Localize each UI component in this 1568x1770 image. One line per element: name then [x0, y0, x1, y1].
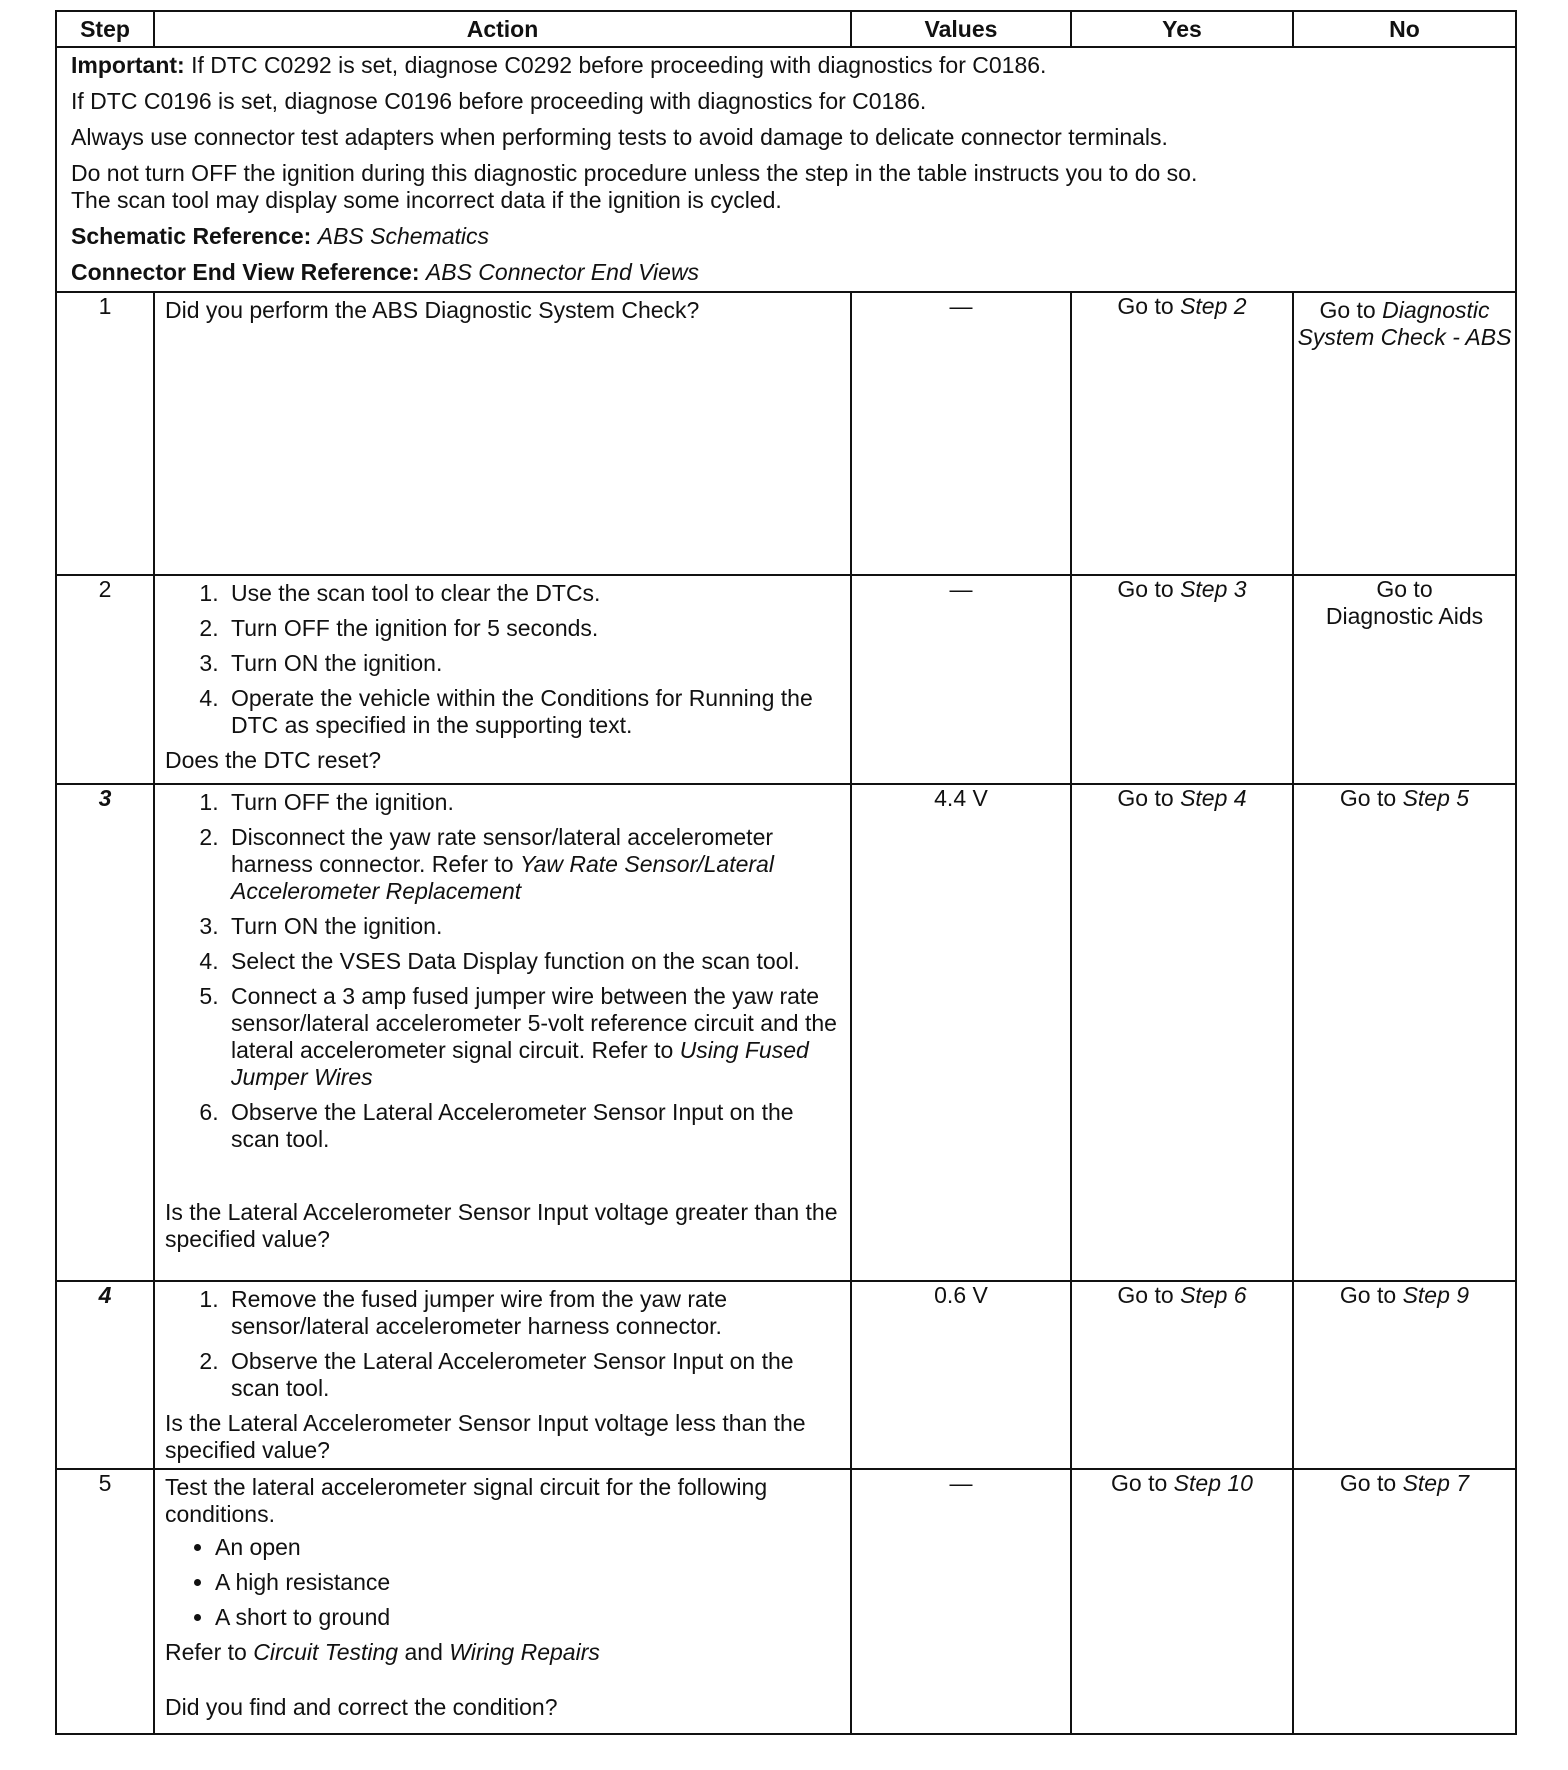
yes-cell[interactable] — [1071, 575, 1293, 783]
header-row — [56, 11, 1516, 47]
schematic-link[interactable]: ABS Schematics — [317, 223, 490, 249]
note-c0196: If DTC C0196 is set, diagnose C0196 before proceeding with diagnostics for C0186. — [71, 88, 927, 114]
header-values: Values — [851, 11, 1071, 47]
procedure-link[interactable]: Using Fused Jumper Wires — [231, 1036, 809, 1090]
header-yes: Yes — [1071, 11, 1293, 47]
list-item — [225, 983, 840, 1091]
yes-link[interactable]: Step 2 — [1180, 292, 1247, 319]
connector-reference — [71, 259, 1501, 286]
no-cell[interactable] — [1293, 1281, 1516, 1469]
list-item: 6. Observe the Lateral Accelerometer Sensor Input on the scan tool. — [225, 1099, 840, 1153]
connector-label: Connector End View Reference: — [71, 259, 420, 285]
list-item: 1. Use the scan tool to clear the DTCs. — [225, 580, 840, 607]
yes-prefix: Go to — [1117, 784, 1174, 811]
yes-prefix: Go to — [1117, 576, 1174, 603]
action-cell — [154, 292, 851, 576]
spacer — [165, 1161, 840, 1199]
no-cell[interactable] — [1293, 292, 1516, 576]
yes-cell[interactable] — [1071, 784, 1293, 1281]
no-prefix: Go to — [1339, 784, 1397, 811]
value-cell: — — [851, 292, 1071, 576]
list-item: • A high resistance — [215, 1569, 840, 1596]
no-link[interactable]: Step 9 — [1402, 1281, 1470, 1308]
note-ignition: Do not turn OFF the ignition during this diagnostic procedure unless the step in the table instructs you to do so. — [71, 160, 1198, 186]
list-item: 4. Select the VSES Data Display function on the scan tool. — [225, 948, 840, 975]
list-item-text: Connect a 3 amp fused jumper wire between the yaw rate sensor/lateral accelerometer 5-volt reference circuit and the lateral accelerometer signal circuit. Refer to — [231, 982, 837, 1063]
yes-cell[interactable] — [1071, 292, 1293, 576]
important-note — [71, 52, 1501, 79]
value-cell: 0.6 V — [851, 1281, 1071, 1469]
action-cell — [154, 1469, 851, 1734]
notes-row — [56, 47, 1516, 292]
value-cell: — — [851, 575, 1071, 783]
list-item: 3. Turn ON the ignition. — [225, 913, 840, 940]
circuit-testing-link[interactable]: Circuit Testing — [253, 1639, 399, 1666]
refer-and: and — [404, 1639, 443, 1666]
yes-prefix: Go to — [1117, 1281, 1174, 1308]
list-item: 3. Turn ON the ignition. — [225, 650, 840, 677]
no-cell[interactable] — [1293, 784, 1516, 1281]
list-item: 2. Observe the Lateral Accelerometer Sensor Input on the scan tool. — [225, 1348, 840, 1402]
no-line-2[interactable]: Diagnostic Aids — [1325, 603, 1484, 630]
schematic-label: Schematic Reference: — [71, 223, 312, 249]
no-link[interactable]: Step 5 — [1402, 784, 1470, 811]
no-link[interactable]: Step 7 — [1402, 1470, 1470, 1497]
wiring-repairs-link[interactable]: Wiring Repairs — [449, 1639, 600, 1666]
notes-cell — [56, 47, 1516, 292]
refer-prefix: Refer to — [165, 1639, 247, 1666]
action-cell — [154, 784, 851, 1281]
yes-link[interactable]: Step 10 — [1173, 1470, 1253, 1497]
step-number: 1 — [56, 292, 154, 576]
header-no: No — [1293, 11, 1516, 47]
step-question: Does the DTC reset? — [165, 747, 382, 774]
no-cell[interactable] — [1293, 1469, 1516, 1734]
diagnostic-table — [55, 10, 1517, 1735]
spacer — [165, 1666, 840, 1694]
table-row-step-4 — [56, 1281, 1516, 1469]
list-item: 4. Operate the vehicle within the Conditions for Running the DTC as specified in the supporting text. — [225, 685, 840, 739]
value-cell: — — [851, 1469, 1071, 1734]
step-list — [165, 1286, 840, 1402]
schematic-reference — [71, 223, 1501, 250]
list-item: 1. Turn OFF the ignition. — [225, 789, 840, 816]
yes-link[interactable]: Step 3 — [1180, 576, 1247, 603]
yes-link[interactable]: Step 4 — [1180, 784, 1247, 811]
no-cell[interactable] — [1293, 575, 1516, 783]
list-item: • A short to ground — [215, 1604, 840, 1631]
step-question: Is the Lateral Accelerometer Sensor Input voltage less than the specified value? — [165, 1409, 806, 1463]
action-cell — [154, 575, 851, 783]
action-cell — [154, 1281, 851, 1469]
list-item: 2. Turn OFF the ignition for 5 seconds. — [225, 615, 840, 642]
list-item: 1. Remove the fused jumper wire from the yaw rate sensor/lateral accelerometer harness connector. — [225, 1286, 840, 1340]
list-item — [225, 824, 840, 905]
refer-line — [165, 1639, 840, 1666]
table-row-step-1 — [56, 292, 1516, 576]
yes-prefix: Go to — [1117, 292, 1174, 319]
note-adapters: Always use connector test adapters when performing tests to avoid damage to delicate connector terminals. — [71, 124, 1168, 150]
connector-link[interactable]: ABS Connector End Views — [425, 259, 700, 285]
no-prefix: Go to — [1319, 296, 1376, 323]
list-item-text: Disconnect the yaw rate sensor/lateral accelerometer harness connector. Refer to — [231, 823, 774, 877]
yes-cell[interactable] — [1071, 1469, 1293, 1734]
no-link[interactable]: Diagnostic System Check - ABS — [1297, 296, 1512, 350]
table-row-step-3 — [56, 784, 1516, 1281]
step-list — [165, 789, 840, 1153]
table-row-step-5 — [56, 1469, 1516, 1734]
yes-prefix: Go to — [1111, 1470, 1168, 1497]
step-number: 2 — [56, 575, 154, 783]
table-row-step-2 — [56, 575, 1516, 783]
step-number: 4 — [56, 1281, 154, 1469]
step-list — [165, 580, 840, 739]
procedure-link[interactable]: Yaw Rate Sensor/Lateral Accelerometer Replacement — [231, 850, 774, 904]
no-line-1: Go to — [1376, 576, 1433, 603]
step-number: 3 — [56, 784, 154, 1281]
step-number: 5 — [56, 1469, 154, 1734]
header-action: Action — [154, 11, 851, 47]
no-prefix: Go to — [1339, 1281, 1397, 1308]
step-intro: Test the lateral accelerometer signal circuit for the following conditions. — [165, 1474, 768, 1528]
list-item: • An open — [215, 1534, 840, 1561]
note-scan-tool: The scan tool may display some incorrect data if the ignition is cycled. — [71, 187, 782, 213]
step-question: Is the Lateral Accelerometer Sensor Input voltage greater than the specified value? — [165, 1198, 838, 1252]
yes-link[interactable]: Step 6 — [1180, 1281, 1247, 1308]
step-question: Did you perform the ABS Diagnostic System Check? — [165, 296, 700, 323]
important-label: Important: — [71, 52, 185, 78]
step-question: Did you find and correct the condition? — [165, 1694, 558, 1721]
value-cell: 4.4 V — [851, 784, 1071, 1281]
no-prefix: Go to — [1339, 1470, 1397, 1497]
header-step: Step — [56, 11, 154, 47]
yes-cell[interactable] — [1071, 1281, 1293, 1469]
condition-list — [165, 1534, 840, 1631]
important-text: If DTC C0292 is set, diagnose C0292 before proceeding with diagnostics for C0186. — [191, 52, 1047, 78]
